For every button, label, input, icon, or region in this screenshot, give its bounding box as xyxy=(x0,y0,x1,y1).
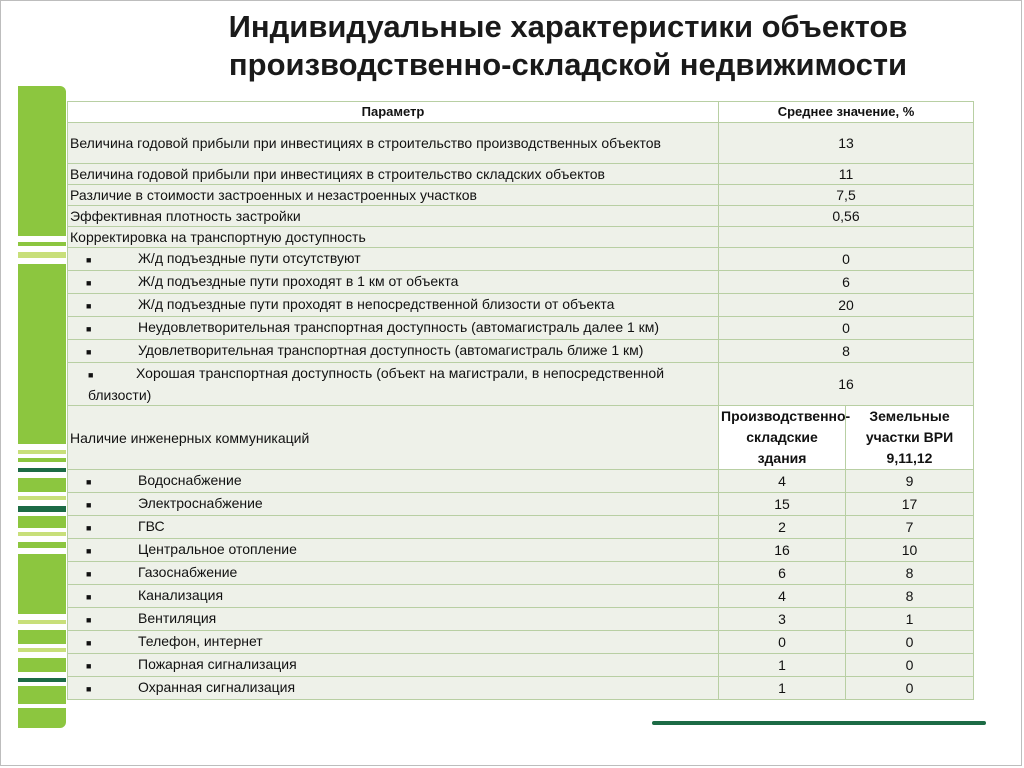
transport-row xyxy=(68,248,974,271)
utility-value-land: 17 xyxy=(846,493,974,516)
transport-row xyxy=(68,271,974,294)
utility-value-buildings: 4 xyxy=(719,470,846,493)
utility-value-land: 8 xyxy=(846,585,974,608)
row-label: Величина годовой прибыли при инвестициях в строительство производственных объектов xyxy=(68,123,719,164)
utility-label: Электроснабжение xyxy=(138,495,263,511)
row-label: Различие в стоимости застроенных и незастроенных участков xyxy=(68,185,719,206)
title-line-2: производственно-складской недвижимости xyxy=(228,47,908,82)
utility-value-buildings: 1 xyxy=(719,654,846,677)
bullet-icon: ■ xyxy=(86,592,92,602)
row-label: Корректировка на транспортную доступность xyxy=(68,227,719,248)
utility-value-land: 1 xyxy=(846,608,974,631)
transport-label: Неудовлетворительная транспортная доступность (автомагистраль далее 1 км) xyxy=(138,319,660,335)
utility-row xyxy=(68,654,974,677)
slide-title xyxy=(0,8,1024,84)
table-row xyxy=(68,206,974,227)
transport-row xyxy=(68,340,974,363)
title-line-1: Индивидуальные характеристики объектов xyxy=(228,9,908,44)
decorative-underline xyxy=(652,721,986,725)
header-param: Параметр xyxy=(68,102,719,123)
table-row xyxy=(68,185,974,206)
utility-row xyxy=(68,562,974,585)
utility-label: Канализация xyxy=(138,587,224,603)
utilities-col2-header: Земельные участки ВРИ 9,11,12 xyxy=(846,406,974,470)
utilities-header-row xyxy=(68,406,974,470)
row-value xyxy=(719,227,974,248)
bullet-icon: ■ xyxy=(86,255,92,265)
utility-value-buildings: 4 xyxy=(719,585,846,608)
utility-label: Телефон, интернет xyxy=(138,633,263,649)
table-row xyxy=(68,164,974,185)
table-header-row xyxy=(68,102,974,123)
utility-row xyxy=(68,470,974,493)
utility-value-buildings: 15 xyxy=(719,493,846,516)
transport-row xyxy=(68,317,974,340)
bullet-icon: ■ xyxy=(86,546,92,556)
utility-row xyxy=(68,585,974,608)
row-label: Величина годовой прибыли при инвестициях в строительство складских объектов xyxy=(68,164,719,185)
utility-value-buildings: 16 xyxy=(719,539,846,562)
utility-value-land: 0 xyxy=(846,677,974,700)
utility-row xyxy=(68,631,974,654)
utility-label: Центральное отопление xyxy=(138,541,297,557)
utility-value-land: 9 xyxy=(846,470,974,493)
bullet-icon: ■ xyxy=(86,477,92,487)
bullet-icon: ■ xyxy=(86,278,92,288)
header-avg: Среднее значение, % xyxy=(719,102,974,123)
transport-value: 20 xyxy=(719,294,974,317)
bullet-icon: ■ xyxy=(86,615,92,625)
transport-value: 16 xyxy=(719,363,974,406)
bullet-icon: ■ xyxy=(86,684,92,694)
table-row xyxy=(68,227,974,248)
utility-value-land: 7 xyxy=(846,516,974,539)
utility-label: ГВС xyxy=(138,518,165,534)
utility-label: Водоснабжение xyxy=(138,472,242,488)
row-value: 13 xyxy=(719,123,974,164)
row-value: 0,56 xyxy=(719,206,974,227)
transport-label: Ж/д подъездные пути отсутствуют xyxy=(138,250,361,266)
transport-value: 0 xyxy=(719,317,974,340)
utility-value-buildings: 6 xyxy=(719,562,846,585)
utility-value-buildings: 1 xyxy=(719,677,846,700)
utility-row xyxy=(68,493,974,516)
utility-row xyxy=(68,608,974,631)
transport-value: 6 xyxy=(719,271,974,294)
utility-value-land: 0 xyxy=(846,654,974,677)
decorative-stripes xyxy=(18,86,66,728)
transport-label: Хорошая транспортная доступность (объект на магистрали, в непосредственной близости) xyxy=(88,365,665,403)
bullet-icon: ■ xyxy=(86,661,92,671)
utility-row xyxy=(68,677,974,700)
bullet-icon: ■ xyxy=(86,569,92,579)
row-label: Эффективная плотность застройки xyxy=(68,206,719,227)
utilities-label: Наличие инженерных коммуникаций xyxy=(68,406,719,470)
utility-value-buildings: 3 xyxy=(719,608,846,631)
transport-value: 0 xyxy=(719,248,974,271)
characteristics-table xyxy=(67,101,974,700)
row-value: 7,5 xyxy=(719,185,974,206)
utility-label: Вентиляция xyxy=(138,610,217,626)
bullet-icon: ■ xyxy=(86,324,92,334)
bullet-icon: ■ xyxy=(86,301,92,311)
utility-value-land: 10 xyxy=(846,539,974,562)
utilities-col1-header: Производственно-складские здания xyxy=(719,406,846,470)
transport-label: Удовлетворительная транспортная доступность (автомагистраль ближе 1 км) xyxy=(138,342,644,358)
transport-label: Ж/д подъездные пути проходят в 1 км от объекта xyxy=(138,273,459,289)
transport-value: 8 xyxy=(719,340,974,363)
utility-value-buildings: 2 xyxy=(719,516,846,539)
bullet-icon: ■ xyxy=(86,500,92,510)
utility-value-land: 0 xyxy=(846,631,974,654)
utility-label: Пожарная сигнализация xyxy=(138,656,297,672)
row-value: 11 xyxy=(719,164,974,185)
transport-row xyxy=(68,294,974,317)
table-row xyxy=(68,123,974,164)
utility-value-buildings: 0 xyxy=(719,631,846,654)
bullet-icon: ■ xyxy=(86,523,92,533)
utility-value-land: 8 xyxy=(846,562,974,585)
utility-label: Охранная сигнализация xyxy=(138,679,296,695)
utility-label: Газоснабжение xyxy=(138,564,238,580)
bullet-icon: ■ xyxy=(86,347,92,357)
utility-row xyxy=(68,539,974,562)
bullet-icon: ■ xyxy=(88,370,94,380)
bullet-icon: ■ xyxy=(86,638,92,648)
utility-row xyxy=(68,516,974,539)
transport-row xyxy=(68,363,974,406)
transport-label: Ж/д подъездные пути проходят в непосредственной близости от объекта xyxy=(138,296,615,312)
